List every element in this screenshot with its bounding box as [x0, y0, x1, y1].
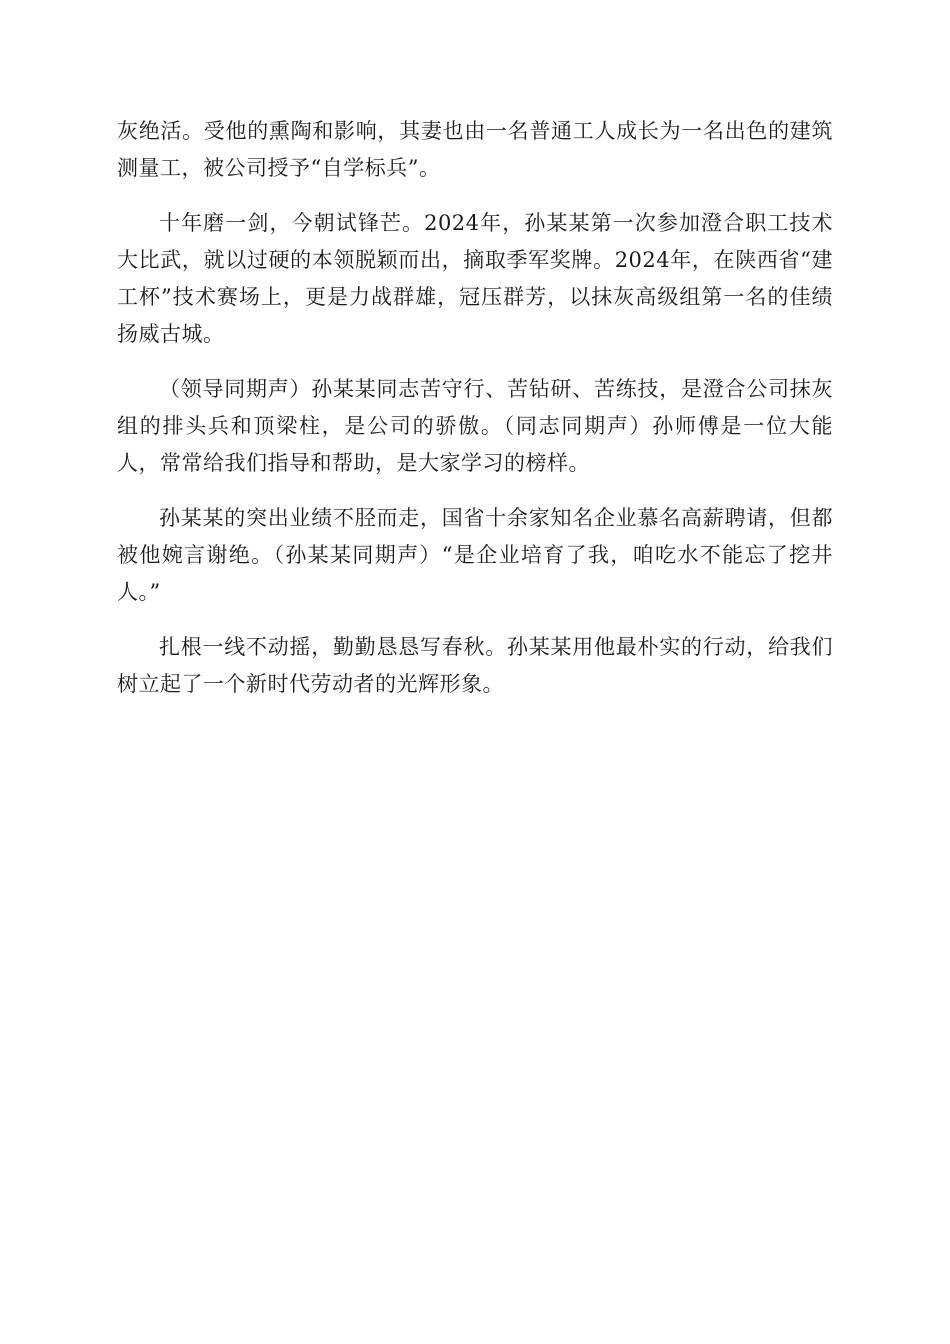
paragraph-testimonials: （领导同期声）孙某某同志苦守行、苦钻研、苦练技，是澄合公司抹灰组的排头兵和顶梁柱，是公司的骄傲。（同志同期声）孙师傅是一位大能人，常常给我们指导和帮助，是大家学习的榜样。 — [117, 377, 833, 475]
paragraph-competition: 十年磨一剑，今朝试锋芒。2024年，孙某某第一次参加澄合职工技术大比武，就以过硬的本领脱颖而出，摘取季军奖牌。2024年，在陕西省“建工杯”技术赛场上，更是力战群雄，冠压群芳，以抹灰高级组第一名的佳绩扬威古城。 — [117, 211, 833, 346]
paragraph-continuation: 灰绝活。受他的熏陶和影响，其妻也由一名普通工人成长为一名出色的建筑测量工，被公司授予“自学标兵”。 — [117, 119, 833, 180]
paragraph-conclusion: 扎根一线不动摇，勤勤恳恳写春秋。孙某某用他最朴实的行动，给我们树立起了一个新时代劳动者的光辉形象。 — [117, 635, 833, 696]
document-body — [117, 113, 833, 721]
paragraph-loyalty: 孙某某的突出业绩不胫而走，国省十余家知名企业慕名高薪聘请，但都被他婉言谢绝。（孙某某同期声）“是企业培育了我，咱吃水不能忘了挖井人。” — [117, 506, 833, 604]
